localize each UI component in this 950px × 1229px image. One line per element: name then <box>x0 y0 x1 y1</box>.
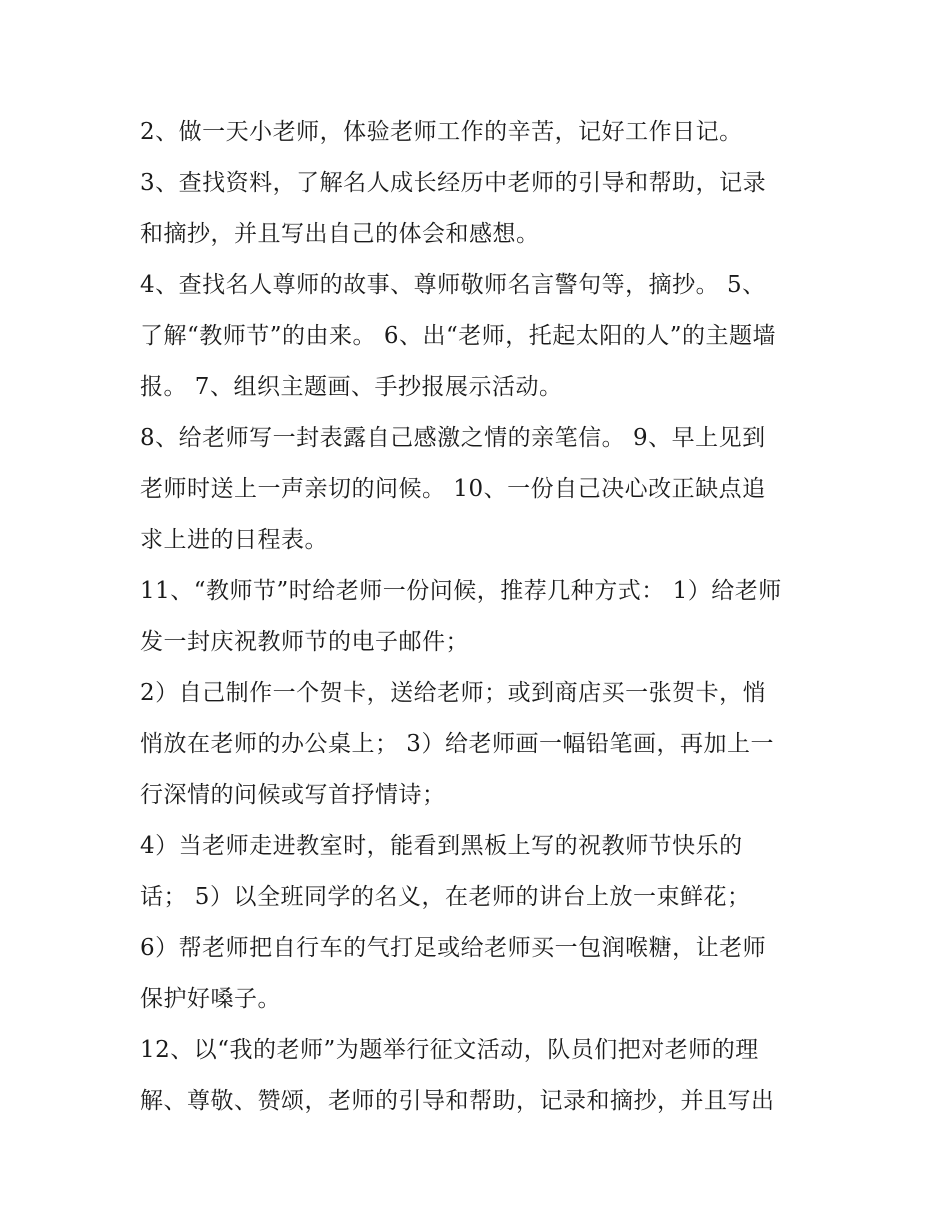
text-line: 6）帮老师把自行车的气打足或给老师买一包润喉糖，让老师 <box>140 935 767 961</box>
text-line: 老师时送上一声亲切的问候。 10、一份自己决心改正缺点追 <box>140 476 766 502</box>
text-line: 话； 5）以全班同学的名义，在老师的讲台上放一束鲜花； <box>140 884 751 910</box>
text-line: 和摘抄，并且写出自己的体会和感想。 <box>140 221 540 247</box>
text-line: 行深情的问候或写首抒情诗； <box>140 782 446 808</box>
text-line: 2、做一天小老师，体验老师工作的辛苦，记好工作日记。 <box>140 119 743 145</box>
text-line: 3、查找资料，了解名人成长经历中老师的引导和帮助，记录 <box>140 170 767 196</box>
text-line: 悄放在老师的办公桌上； 3）给老师画一幅铅笔画，再加上一 <box>140 731 774 757</box>
text-line: 4）当老师走进教室时，能看到黑板上写的祝教师节快乐的 <box>140 833 743 859</box>
text-line: 保护好嗓子。 <box>140 986 281 1012</box>
text-line: 报。 7、组织主题画、手抄报展示活动。 <box>140 374 563 400</box>
text-line: 2）自己制作一个贺卡，送给老师；或到商店买一张贺卡，悄 <box>140 680 767 706</box>
text-line: 12、以“我的老师”为题举行征文活动，队员们把对老师的理 <box>140 1037 759 1063</box>
text-line: 解、尊敬、赞颂，老师的引导和帮助，记录和摘抄，并且写出 <box>140 1088 775 1114</box>
document-body <box>140 107 820 1127</box>
text-line: 11、“教师节”时给老师一份问候，推荐几种方式： 1）给老师 <box>140 578 782 604</box>
text-line: 发一封庆祝教师节的电子邮件； <box>140 629 469 655</box>
text-line: 了解“教师节”的由来。 6、出“老师，托起太阳的人”的主题墙 <box>140 323 776 349</box>
text-line: 4、查找名人尊师的故事、尊师敬师名言警句等，摘抄。 5、 <box>140 272 766 298</box>
text-line: 求上进的日程表。 <box>140 527 328 553</box>
text-line: 8、给老师写一封表露自己感激之情的亲笔信。 9、早上见到 <box>140 425 766 451</box>
